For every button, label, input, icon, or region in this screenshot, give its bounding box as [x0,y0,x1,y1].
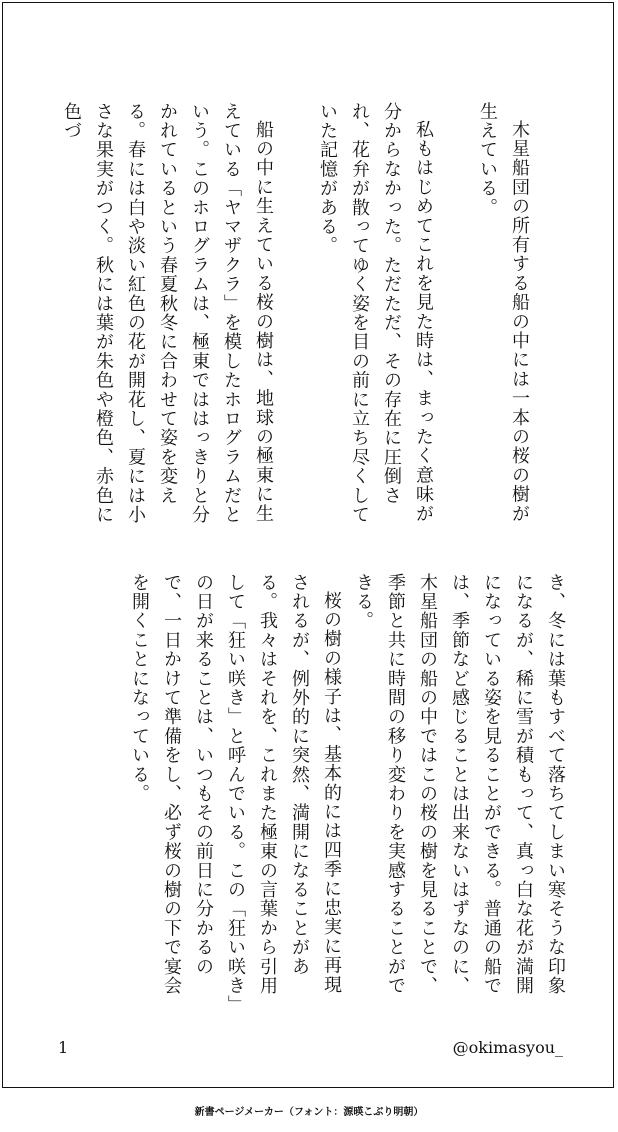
paragraph-kuruizaki: 桜の樹の様子は、基本的には四季に忠実に再現されるが、例外的に突然、満開になることがある。我々はそれを、これまた極東の言葉から引用して「狂い咲き」と呼んでいる。この「狂い咲き」の日が来ることは、いつもその前日に分かるので、一日かけて準備をし、必ず桜の樹の下で宴会を開くことになっている。 [129,573,342,1006]
font-credit: 新書ページメーカー（フォント：源暎こぶり明朝） [194,1107,424,1118]
page-number: 1 [58,1038,69,1057]
lower-text-block [51,573,571,1013]
paragraph-hologram: 船の中に生えている桜の樹は、地球の極東に生えている「ヤマザクラ」を模したホログラムだという。このホログラムは、極東でははっきりと分かれているという春夏秋冬に合わせて姿を変える。春には白や淡い紅色の花が開花し、夏には小さな果実がつく。秋には葉が朱色や橙色、赤色に色づ [61,102,274,525]
blank-line [279,102,311,542]
page-frame [2,2,614,1088]
author-handle: @okimasyou_ [452,1038,563,1057]
paragraph-intro: 木星船団の所有する船の中には一本の桜の樹が生えている。 [477,102,530,524]
paragraph-continuation: き、冬には葉もすべて落ちてしまい寒そうな印象になるが、稀に雪が積もって、真っ白な花が満開になっている姿を見ることができる。普通の船では、季節など感じることは出来ないはずなのに、木星船団の船の中ではこの桜の樹を見ることで、季節と共に時間の移り変わりを実感することができる。 [353,573,566,996]
paragraph-first-impression: 私もはじめてこれを見た時は、まったく意味が分からなかった。ただただ、その存在に圧倒され、花弁が散ってゆく姿を目の前に立ち尽くしていた記憶がある。 [317,102,434,525]
upper-text-block [55,102,535,542]
blank-line [439,102,471,542]
